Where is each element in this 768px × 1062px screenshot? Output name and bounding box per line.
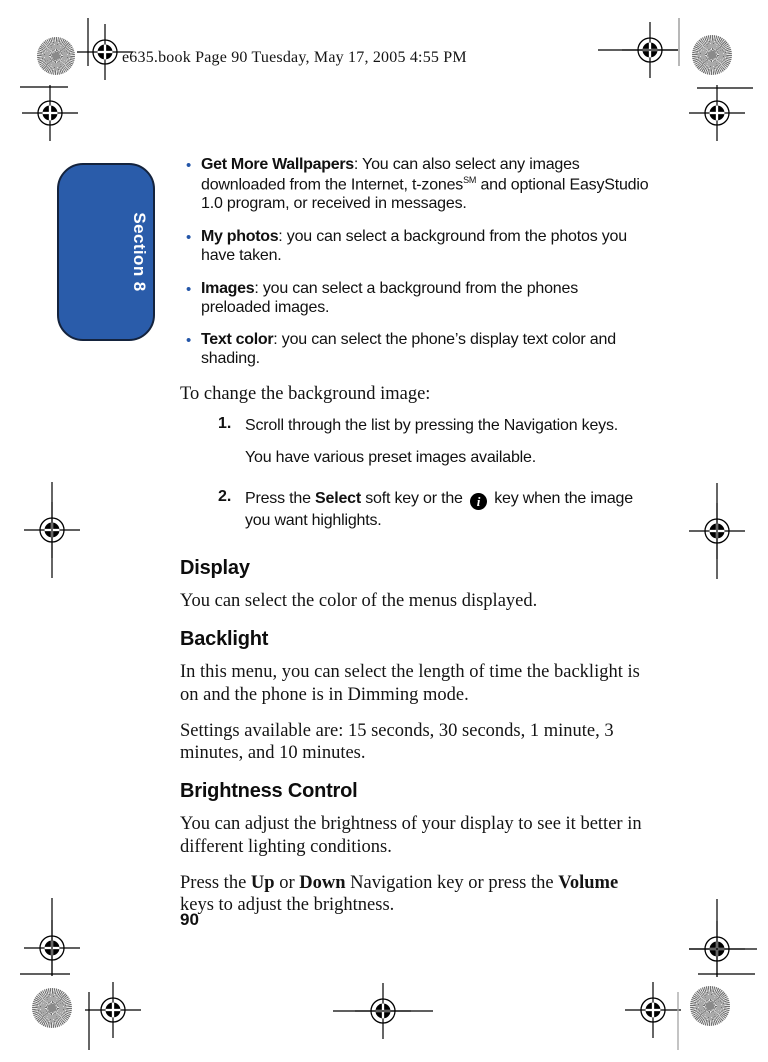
heading-brightness-control: Brightness Control — [180, 780, 358, 803]
step-line: You have various preset images available. — [245, 449, 536, 467]
bullet-icon: • — [186, 157, 192, 174]
step-line: Scroll through the list by pressing the Navigation keys. — [245, 416, 618, 434]
service-mark: SM — [463, 174, 477, 185]
list-item — [186, 331, 652, 369]
brightness-keys-para — [180, 872, 652, 918]
list-item — [186, 156, 652, 214]
section-tab-label: Section 8 — [130, 212, 149, 292]
option-desc: : you can select a background from the phones preloaded images. — [201, 279, 578, 316]
bullet-icon: • — [186, 280, 192, 298]
option-term: My photos — [201, 227, 279, 245]
volume-key-label: Volume — [558, 872, 619, 893]
intro-paragraph: To change the background image: — [180, 384, 431, 405]
step-text — [245, 415, 652, 479]
option-term: Text color — [201, 331, 274, 349]
starburst-mark-icon — [692, 35, 732, 75]
text-fragment: keys to adjust the brightness. — [180, 895, 395, 916]
starburst-mark-icon — [32, 988, 72, 1028]
heading-backlight: Backlight — [180, 628, 269, 651]
section-tab — [57, 163, 155, 341]
brightness-para: You can adjust the brightness of your display to see it better in different lighting conditions. — [180, 814, 642, 857]
text-fragment: Press the — [180, 872, 251, 893]
step-line — [245, 488, 652, 531]
option-desc: : You can also select any images downloaded from the Internet, t-zones — [201, 156, 580, 194]
step-fragment: Press the — [245, 490, 316, 508]
up-key-label: Up — [250, 872, 275, 893]
ok-key-icon: i — [470, 493, 487, 510]
backlight-settings-para: Settings available are: 15 seconds, 30 seconds, 1 minute, 3 minutes, and 10 minutes. — [180, 720, 614, 764]
step-item — [218, 415, 652, 479]
registration-target-icon — [22, 85, 78, 141]
list-item — [186, 228, 652, 266]
backlight-para: In this menu, you can select the length of time the backlight is on and the phone is in Dimming mode. — [180, 662, 640, 705]
option-desc: : you can select a background from the photos you have taken. — [201, 227, 627, 264]
registration-target-icon — [689, 85, 745, 141]
option-desc: and optional EasyStudio 1.0 program, or received in messages. — [201, 176, 649, 213]
option-desc: : you can select the phone’s display text color and shading. — [201, 331, 616, 368]
registration-target-icon — [85, 982, 141, 1038]
text-fragment: Navigation key or press the — [345, 872, 559, 893]
step-fragment: soft key or the — [361, 490, 467, 508]
page-number: 90 — [180, 910, 199, 929]
softkey-label: Select — [315, 490, 361, 508]
step-item — [218, 488, 652, 542]
bullet-icon: • — [186, 228, 192, 246]
step-number: 1. — [218, 414, 232, 432]
option-term: Images — [201, 279, 255, 297]
step-text — [245, 488, 652, 542]
down-key-label: Down — [299, 872, 346, 893]
bullet-icon: • — [186, 332, 192, 350]
starburst-mark-icon — [690, 986, 730, 1026]
starburst-mark-icon — [37, 37, 75, 75]
page-content — [180, 156, 652, 930]
steps-list — [218, 415, 652, 542]
registration-target-icon — [625, 982, 681, 1038]
heading-display: Display — [180, 557, 250, 580]
option-term: Get More Wallpapers — [201, 156, 354, 173]
list-item — [186, 280, 652, 318]
print-header: e635.book Page 90 Tuesday, May 17, 2005 4:55 PM — [122, 49, 467, 66]
wallpaper-options-list — [180, 156, 652, 369]
bullet-text — [201, 228, 651, 266]
step-number: 2. — [218, 488, 232, 506]
bullet-text — [201, 280, 651, 318]
bullet-text — [201, 156, 651, 214]
step-fragment: key when the image you want highlights. — [245, 490, 633, 530]
text-fragment: or — [274, 872, 300, 893]
display-body: You can select the color of the menus displayed. — [180, 591, 538, 612]
bullet-text — [201, 331, 651, 369]
